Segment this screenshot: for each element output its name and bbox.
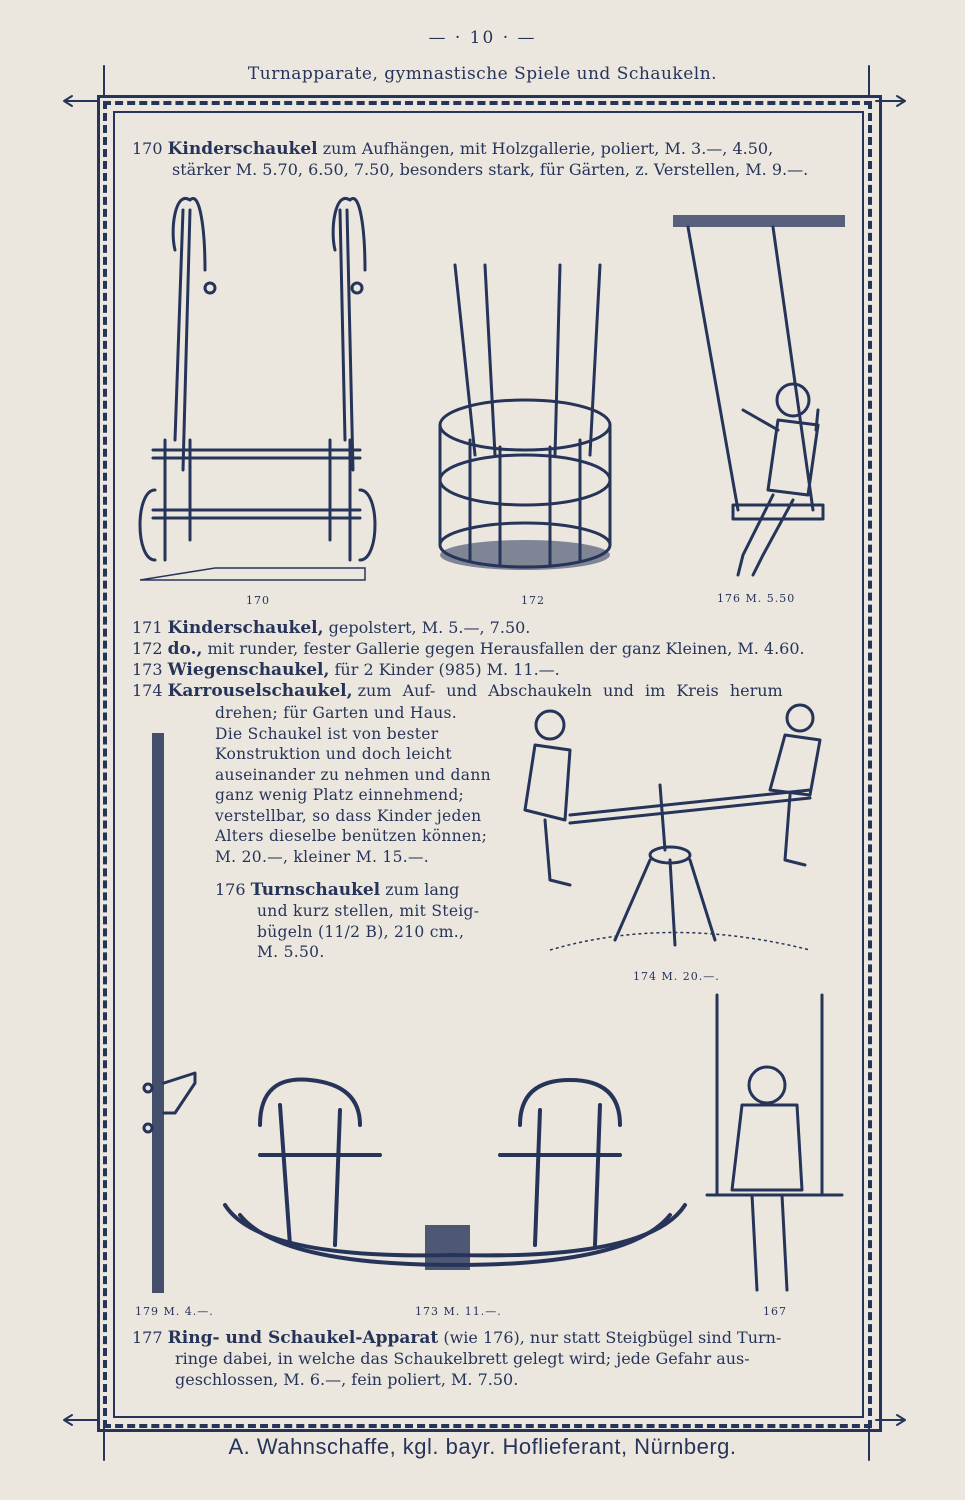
entry-text: mit runder, fester Gallerie gegen Herausfallen der ganz Kleinen, M. 4.60.	[207, 639, 805, 658]
entry-name: Ring- und Schaukel-Apparat	[167, 1328, 439, 1348]
page-header: Turnapparate, gymnastische Spiele und Schaukeln.	[247, 64, 718, 84]
entry-text: zum Auf- und Abschaukeln und im Kreis herum	[357, 681, 783, 700]
entry-name: Karrouselschaukel,	[167, 681, 353, 701]
illustration-179-pole	[140, 728, 210, 1298]
entry-177	[132, 1327, 781, 1349]
entry-text: gepolstert, M. 5.—, 7.50.	[328, 618, 531, 637]
entry-line: Die Schaukel ist von bester	[215, 724, 439, 743]
entry-line: M. 5.50.	[257, 943, 325, 961]
entry-line: verstellbar, so dass Kinder jeden	[215, 806, 482, 825]
entry-number: 177	[132, 1328, 163, 1347]
entry-number: 171	[132, 618, 163, 637]
entry-176	[215, 879, 459, 901]
entry-line: M. 20.—, kleiner M. 15.—.	[215, 847, 430, 866]
figure-label-172: 172	[521, 594, 545, 607]
entry-number: 173	[132, 660, 163, 679]
figure-label-167: 167	[763, 1305, 787, 1318]
figure-label-176: 176 M. 5.50	[717, 592, 796, 605]
entry-174-description	[215, 703, 491, 867]
illustration-176-swing-with-boy	[668, 210, 848, 590]
entry-line: ganz wenig Platz einnehmend;	[215, 786, 465, 804]
figure-label-173: 173 M. 11.—.	[415, 1305, 502, 1318]
entry-176-description	[257, 901, 479, 963]
entry-177-line2: ringe dabei, in welche das Schaukelbrett gelegt wird; jede Gefahr aus-	[175, 1349, 750, 1368]
entry-text: zum lang	[385, 880, 460, 899]
entry-number: 172	[132, 639, 163, 658]
entry-172	[132, 638, 805, 660]
illustration-174-carousel-seesaw	[510, 700, 830, 960]
entry-text: zum Aufhängen, mit Holzgallerie, poliert, M. 3.—, 4.50,	[322, 139, 774, 158]
entry-line: und kurz stellen, mit Steig-	[257, 902, 480, 920]
entry-name: Turnschaukel	[250, 880, 381, 900]
illustration-173-cradle-swing	[220, 1065, 690, 1305]
illustration-170-child-swing	[135, 190, 375, 590]
entry-170	[132, 138, 773, 160]
entry-177-line3: geschlossen, M. 6.—, fein poliert, M. 7.50.	[175, 1370, 519, 1389]
entry-number: 170	[132, 139, 163, 158]
entry-name: Wiegenschaukel,	[167, 660, 330, 680]
entry-number: 176	[215, 880, 246, 899]
entry-171	[132, 617, 530, 639]
entry-text: (wie 176), nur statt Steigbügel sind Turn-	[443, 1328, 782, 1347]
entry-name: Kinderschaukel,	[167, 618, 324, 638]
figure-label-170: 170	[246, 594, 270, 607]
entry-line: bügeln (11/2 B), 210 cm.,	[257, 922, 465, 941]
entry-line: auseinander zu nehmen und dann	[215, 765, 491, 784]
figure-label-179: 179 M. 4.—.	[135, 1305, 214, 1318]
illustration-167-ring-swing	[702, 990, 852, 1310]
illustration-172-round-gallery	[430, 255, 630, 585]
publisher-footer: A. Wahnschaffe, kgl. bayr. Hoflieferant, Nürnberg.	[228, 1434, 737, 1459]
page-number: — · 10 · —	[428, 28, 537, 48]
entry-170-line2: stärker M. 5.70, 6.50, 7.50, besonders stark, für Gärten, z. Verstellen, M. 9.—.	[172, 160, 809, 179]
entry-line: Konstruktion und doch leicht	[215, 745, 452, 763]
entry-text: für 2 Kinder (985) M. 11.—.	[334, 660, 560, 679]
entry-174	[132, 680, 783, 702]
entry-number: 174	[132, 681, 163, 700]
entry-name: Kinderschaukel	[167, 139, 318, 159]
figure-label-174: 174 M. 20.—.	[633, 970, 720, 983]
entry-173	[132, 659, 560, 681]
page-number-value: 10	[469, 28, 496, 48]
entry-name: do.,	[167, 639, 203, 659]
entry-line: Alters dieselbe benützen können;	[215, 827, 488, 845]
entry-line: drehen; für Garten und Haus.	[215, 704, 458, 722]
